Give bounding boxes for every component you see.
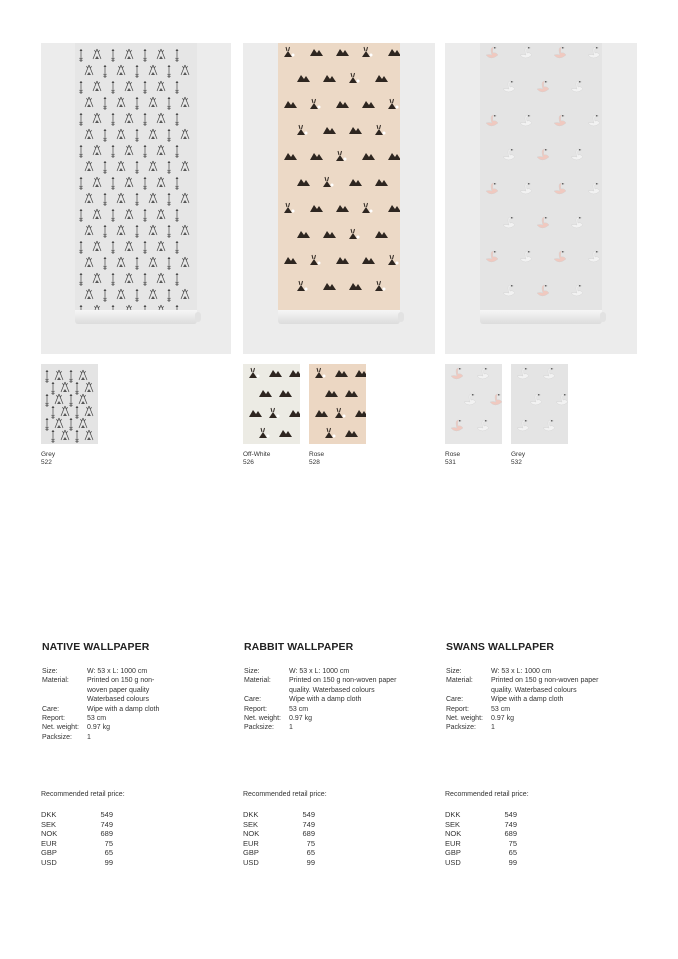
spec-label: Care: [244, 696, 262, 704]
price-amount: 689 [302, 829, 315, 839]
price-row [445, 858, 517, 868]
pattern-graphic [278, 43, 400, 310]
spec-label: Care: [446, 696, 464, 704]
spec-value: Wipe with a damp cloth [491, 696, 564, 704]
spec-label: Material: [42, 677, 69, 685]
price-currency: GBP [243, 848, 259, 858]
spec-label: Size: [446, 668, 462, 675]
price-amount: 75 [508, 838, 517, 848]
price-currency: DKK [445, 810, 461, 819]
price-row [243, 839, 315, 849]
variant-swatch[interactable] [309, 364, 366, 444]
price-currency: GBP [41, 848, 57, 858]
spec-row [446, 705, 636, 714]
spec-value: 1 [289, 724, 293, 732]
spec-list [42, 667, 232, 742]
pattern-graphic [480, 43, 602, 310]
spec-label: Report: [446, 705, 469, 713]
price-amount: 549 [100, 810, 113, 819]
price-row [243, 820, 315, 830]
variant-name: Grey [511, 451, 526, 458]
swatch-graphic [41, 364, 98, 444]
price-amount: 65 [306, 848, 315, 858]
price-currency: EUR [41, 838, 57, 848]
product-title: NATIVE WALLPAPER [42, 641, 150, 653]
spec-row [446, 676, 636, 695]
spec-label: Packsize: [244, 724, 274, 732]
price-list [445, 810, 517, 868]
product-title: SWANS WALLPAPER [446, 641, 555, 653]
spec-list [446, 667, 636, 733]
variant-swatch[interactable] [41, 364, 98, 444]
price-amount: 549 [504, 810, 517, 819]
spec-row [244, 705, 434, 714]
spec-label: Care: [42, 705, 60, 713]
price-currency: NOK [41, 829, 58, 839]
spec-row [42, 705, 232, 714]
spec-row [446, 723, 636, 732]
price-row [41, 839, 113, 849]
price-row [445, 848, 517, 858]
price-row [243, 858, 315, 868]
spec-label: Net. weight: [446, 715, 483, 723]
price-row [41, 820, 113, 830]
variant-code: 528 [309, 459, 320, 466]
price-amount: 689 [100, 829, 113, 839]
price-currency: SEK [445, 819, 461, 829]
variant-code: 526 [243, 459, 254, 466]
spec-row [446, 695, 636, 704]
spec-value: W: 53 x L: 1000 cm [87, 668, 148, 675]
wallpaper-roll-image [445, 43, 637, 354]
swatch-graphic [445, 364, 502, 444]
price-amount: 99 [306, 857, 315, 867]
spec-row [42, 714, 232, 723]
variant-code: 522 [41, 459, 52, 466]
variant-caption [445, 451, 460, 467]
spec-value: 0.97 kg [87, 724, 110, 732]
price-row [243, 848, 315, 858]
spec-value: 53 cm [491, 705, 511, 713]
wallpaper-roll-pattern [480, 43, 602, 310]
spec-value: 53 cm [289, 705, 309, 713]
spec-value: 0.97 kg [491, 715, 514, 723]
price-heading: Recommended retail price: [41, 791, 125, 798]
spec-value: Printed on 150 g non-woven paper quality. Waterbased colours [491, 677, 599, 694]
spec-row [244, 695, 434, 704]
price-list [243, 810, 315, 868]
price-heading: Recommended retail price: [243, 791, 327, 798]
variant-name: Rose [445, 451, 461, 458]
price-amount: 549 [302, 810, 315, 819]
price-amount: 75 [104, 838, 113, 848]
spec-label: Size: [244, 668, 260, 675]
swatch-graphic [511, 364, 568, 444]
pattern-graphic [75, 43, 197, 310]
price-currency: USD [243, 857, 259, 867]
roll-edge [480, 310, 602, 324]
variant-name: Grey [41, 451, 56, 458]
spec-label: Net. weight: [244, 715, 281, 723]
spec-row [42, 733, 232, 742]
spec-list [244, 667, 434, 733]
price-row [243, 810, 315, 820]
spec-value: 1 [87, 733, 91, 741]
spec-label: Packsize: [42, 733, 72, 741]
price-currency: DKK [41, 810, 57, 819]
price-currency: EUR [243, 838, 259, 848]
variant-caption [243, 451, 270, 467]
spec-row [244, 676, 434, 695]
spec-label: Material: [244, 677, 271, 685]
price-amount: 689 [504, 829, 517, 839]
spec-value: Printed on 150 g non-woven paper quality. Waterbased colours [289, 677, 397, 694]
variant-name: Rose [309, 451, 325, 458]
spec-label: Size: [42, 668, 58, 675]
price-amount: 99 [104, 857, 113, 867]
spec-row [244, 723, 434, 732]
spec-label: Packsize: [446, 724, 476, 732]
spec-value: 0.97 kg [289, 715, 312, 723]
spec-value: Printed on 150 g non-woven paper quality Waterbased colours [87, 677, 155, 704]
price-currency: EUR [445, 838, 461, 848]
variant-code: 532 [511, 459, 522, 466]
price-currency: USD [41, 857, 57, 867]
spec-label: Report: [244, 705, 267, 713]
spec-row [42, 667, 232, 676]
spec-row [244, 714, 434, 723]
swatch-graphic [309, 364, 366, 444]
spec-row [244, 667, 434, 676]
variant-caption [511, 451, 525, 467]
variant-caption [309, 451, 324, 467]
spec-value: Wipe with a damp cloth [289, 696, 362, 704]
variant-swatch[interactable] [243, 364, 300, 444]
price-row [41, 858, 113, 868]
spec-value: 53 cm [87, 715, 107, 723]
price-row [243, 829, 315, 839]
price-currency: DKK [243, 810, 259, 819]
roll-edge [278, 310, 400, 324]
price-currency: SEK [243, 819, 259, 829]
spec-label: Net. weight: [42, 724, 79, 732]
variant-swatch[interactable] [511, 364, 568, 444]
spec-row [446, 667, 636, 676]
price-currency: NOK [243, 829, 260, 839]
price-currency: NOK [445, 829, 462, 839]
wallpaper-roll-image [243, 43, 435, 354]
spec-row [446, 714, 636, 723]
price-heading: Recommended retail price: [445, 791, 529, 798]
variant-code: 531 [445, 459, 456, 466]
price-row [445, 829, 517, 839]
spec-value: W: 53 x L: 1000 cm [491, 668, 552, 675]
price-amount: 749 [100, 819, 113, 829]
product-title: RABBIT WALLPAPER [244, 641, 354, 653]
wallpaper-roll-image [41, 43, 231, 354]
price-amount: 99 [508, 857, 517, 867]
variant-caption [41, 451, 55, 467]
wallpaper-roll-pattern [278, 43, 400, 310]
spec-value: 1 [491, 724, 495, 732]
price-amount: 75 [306, 838, 315, 848]
price-row [41, 848, 113, 858]
price-row [445, 839, 517, 849]
price-currency: USD [445, 857, 461, 867]
price-row [41, 810, 113, 820]
spec-label: Material: [446, 677, 473, 685]
swatch-graphic [243, 364, 300, 444]
spec-value: Wipe with a damp cloth [87, 705, 160, 713]
price-amount: 65 [104, 848, 113, 858]
spec-row [42, 676, 232, 704]
price-currency: SEK [41, 819, 57, 829]
price-row [445, 810, 517, 820]
spec-label: Report: [42, 715, 65, 723]
roll-edge [75, 310, 197, 324]
variant-name: Off-White [243, 451, 271, 458]
variant-swatch[interactable] [445, 364, 502, 444]
price-list [41, 810, 113, 868]
price-amount: 65 [508, 848, 517, 858]
price-amount: 749 [504, 819, 517, 829]
price-amount: 749 [302, 819, 315, 829]
price-row [41, 829, 113, 839]
price-row [445, 820, 517, 830]
price-currency: GBP [445, 848, 461, 858]
wallpaper-roll-pattern [75, 43, 197, 310]
spec-row [42, 723, 232, 732]
spec-value: W: 53 x L: 1000 cm [289, 668, 350, 675]
